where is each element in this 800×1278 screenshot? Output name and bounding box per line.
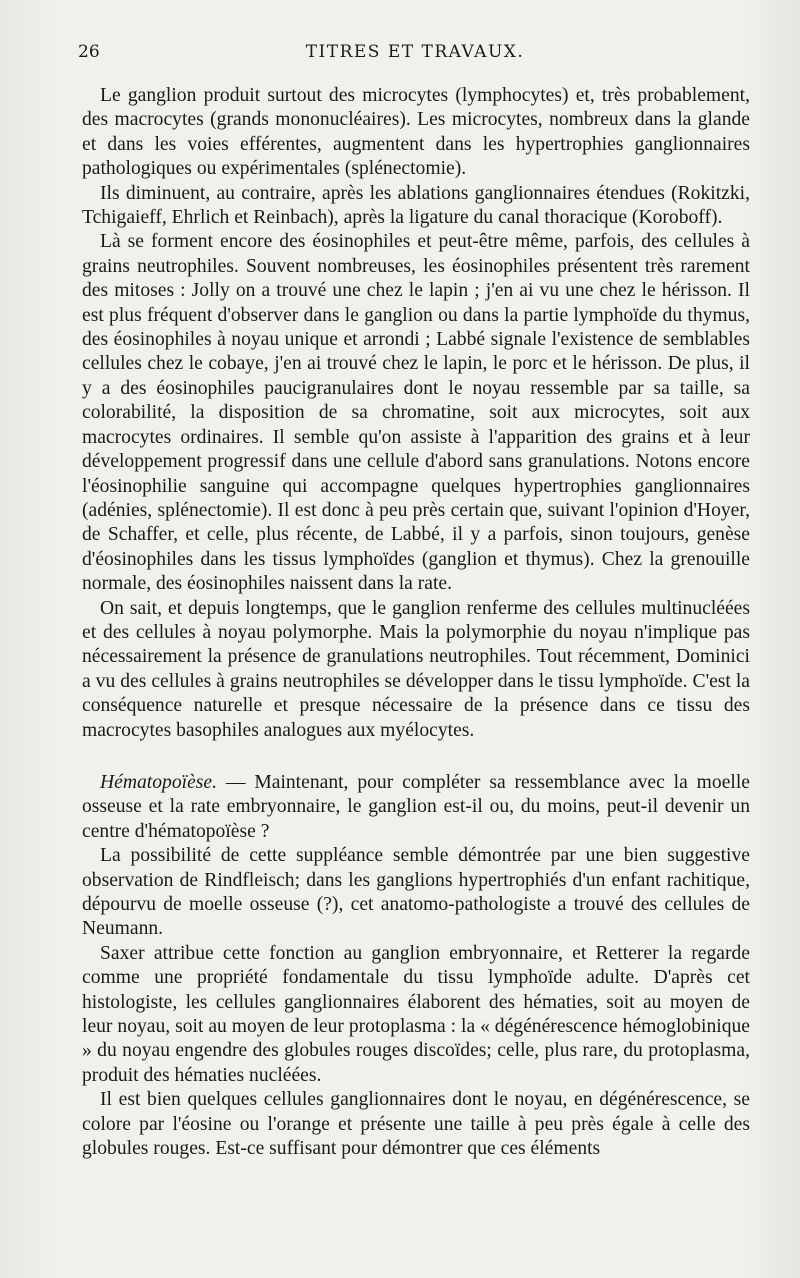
running-title: TITRES ET TRAVAUX. bbox=[305, 42, 525, 62]
section-lead: — Maintenant, pour compléter sa ressemblance avec la moelle osseuse et la rate embryonnaire, le ganglion est-il ou, du moins, peut-il devenir un centre d'hématopoïèse ? bbox=[82, 771, 750, 842]
page-header bbox=[78, 42, 752, 68]
section-gap bbox=[82, 743, 750, 771]
page-body bbox=[82, 84, 750, 1161]
paragraph-eosinophiles: Là se forment encore des éosinophiles et peut-être même, parfois, des cellules à grains neutrophiles. Souvent nombreuses, les éosinophiles présentent très rarement des mitoses : Jolly on a trouvé une chez le lapin ; j'en ai vu une chez le hérisson. Il est plus fréquent d'observer dans le ganglion ou dans la partie lymphoïde du thymus, des éosinophiles à noyau unique et arrondi ; Labbé signale l'existence de semblables cellules chez le cobaye, j'en ai trouvé chez le lapin, le porc et le hérisson. De plus, il y a des éosinophiles paucigranulaires dont le noyau ressemble par sa taille, sa colorabilité, la disposition de sa chromatine, soit aux microcytes, soit aux macrocytes ordinaires. Il semble qu'on assiste à l'apparition des grains et à leur développement progressif dans une cellule d'abord sans granulations. Notons encore l'éosinophilie sanguine qui accompagne quelques hypertrophies ganglionnaires (adénies, splénectomie). Il est donc à peu près certain que, suivant l'opinion d'Hoyer, de Schaffer, et celle, plus récente, de Labbé, il y a parfois, sinon toujours, genèse d'éosinophiles dans les tissus lymphoïdes (ganglion et thymus). Chez la grenouille normale, des éosinophiles naissent dans la rate. bbox=[82, 231, 750, 595]
paragraph-polymorphie: On sait, et depuis longtemps, que le ganglion renferme des cellules multinucléées et des cellules à noyau polymorphe. Mais la polymorphie du noyau n'implique pas nécessairement la présence de granulations neutrophiles. Tout récemment, Dominici a vu des cellules à grains neutrophiles se développer dans le tissu lymphoïde. C'est la conséquence naturelle et presque nécessaire de la présence dans ce tissu des macrocytes basophiles analogues aux myélocytes. bbox=[82, 597, 750, 741]
paragraph-rindfleisch: La possibilité de cette suppléance semble démontrée par une bien suggestive observation de Rindfleisch; dans les ganglions hypertrophiés d'un enfant rachitique, dépourvu de moelle osseuse (?), cet anatomo-pathologiste a trouvé des cellules de Neumann. bbox=[82, 845, 750, 940]
paragraph-ganglion-production: Le ganglion produit surtout des microcytes (lymphocytes) et, très probablement, des macrocytes (grands mononucléaires). Les microcytes, nombreux dans la glande et dans les voies efférentes, augmentent dans les hypertrophies ganglionnaires pathologiques ou expérimentales (splénectomie). bbox=[82, 85, 750, 180]
paragraph-saxer-retterer: Saxer attribue cette fonction au ganglion embryonnaire, et Retterer la regarde comme une propriété fondamentale du tissu lymphoïde adulte. D'après cet histologiste, les cellules ganglionnaires élaborent des hématies, soit au moyen de leur noyau, soit au moyen de leur protoplasma : la « dégénérescence hémoglobinique » du noyau engendre des globules rouges discoïdes; celle, plus rare, du protoplasma, produit des hématies nucléées. bbox=[82, 942, 750, 1086]
section-hematopoiese-intro bbox=[82, 771, 750, 844]
section-heading: Hématopoïèse. bbox=[100, 771, 217, 793]
page-number: 26 bbox=[78, 42, 100, 62]
paragraph-degenerescence: Il est bien quelques cellules ganglionnaires dont le noyau, en dégénérescence, se colore par l'éosine ou l'orange et présente une taille à peu près égale à celle des globules rouges. Est-ce suffisant pour démontrer que ces éléments bbox=[82, 1089, 750, 1160]
paragraph-diminution: Ils diminuent, au contraire, après les ablations ganglionnaires étendues (Rokitzki, Tchigaieff, Ehrlich et Reinbach), après la ligature du canal thoracique (Koroboff). bbox=[82, 182, 750, 229]
